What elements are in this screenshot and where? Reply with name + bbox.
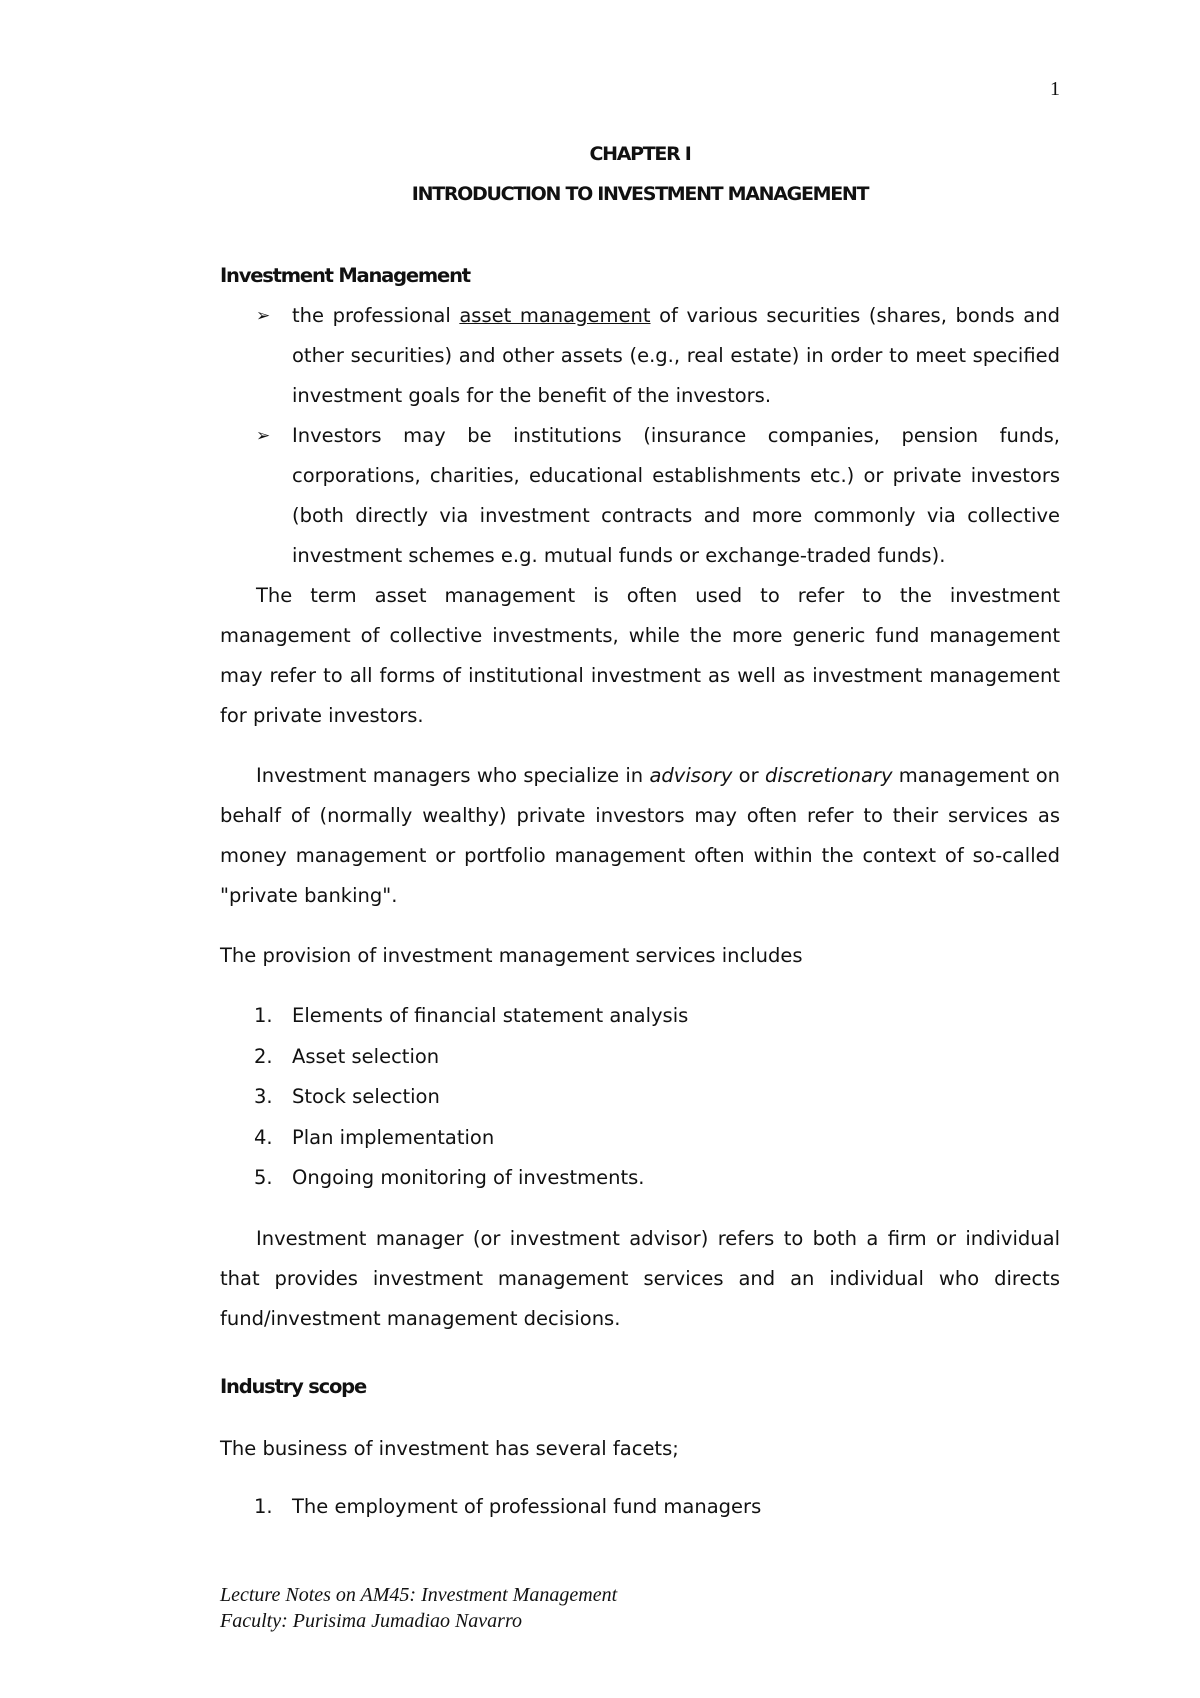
bullet-text: Investors may be institutions (insurance companies, pension funds, corporations, charities, educational establishments etc.) or private investors (both directly via investment contracts and more commonly via collective investment schemes e.g. mutual funds or exchange-traded funds). — [292, 424, 1060, 567]
list-number: 5. — [254, 1166, 273, 1189]
paragraph-asset-management: The term asset management is often used to refer to the investment management of collective investments, while the more generic fund management may refer to all forms of institutional investment as well as investment management for private investors. — [220, 584, 1060, 727]
services-numbered-list — [220, 996, 1060, 1199]
emphasis-advisory: advisory — [649, 764, 733, 787]
list-item — [220, 1077, 1060, 1118]
section-heading-industry-scope: Industry scope — [220, 1374, 366, 1398]
list-intro: The provision of investment management services includes — [220, 944, 803, 967]
section-heading-investment-management: Investment Management — [220, 264, 470, 287]
bullet-text-before: the professional — [292, 304, 460, 327]
arrow-bullet-icon: ➢ — [256, 306, 271, 326]
para-text: management on behalf of (normally wealthy) private investors may often refer to their services as money management or portfolio management often within the context of so-called "private banking". — [220, 764, 1061, 907]
list-item-text: Elements of financial statement analysis — [292, 1004, 689, 1027]
list-item-text: Ongoing monitoring of investments. — [292, 1166, 645, 1189]
list-item — [220, 1487, 1060, 1528]
list-item — [220, 1037, 1060, 1078]
list-item-text: The employment of professional fund managers — [292, 1494, 762, 1518]
page-number: 1 — [1050, 78, 1060, 100]
list-item — [220, 1118, 1060, 1159]
chapter-title: CHAPTER I — [589, 143, 691, 165]
page-footer — [220, 1582, 617, 1634]
chapter-subtitle: INTRODUCTION TO INVESTMENT MANAGEMENT — [411, 183, 869, 205]
list-item — [220, 996, 1060, 1037]
list-item-text: Asset selection — [292, 1044, 440, 1068]
bullet-item — [220, 296, 1060, 416]
list-number: 3. — [254, 1085, 273, 1108]
list-number: 1. — [254, 1494, 273, 1518]
definition-bullet-list — [220, 296, 1060, 576]
emphasis-discretionary: discretionary — [764, 764, 893, 787]
list-item-text: Stock selection — [292, 1085, 440, 1108]
arrow-bullet-icon: ➢ — [256, 426, 271, 446]
asset-management-link[interactable]: asset management — [459, 304, 651, 327]
bullet-text-after: of various securities (shares, bonds and other securities) and other assets (e.g., real estate) in order to meet specified investment goals for the benefit of the investors. — [292, 304, 1060, 407]
page-content — [220, 142, 1060, 1527]
bullet-item — [220, 416, 1060, 576]
paragraph-investment-managers — [220, 756, 1060, 916]
footer-course-line: Lecture Notes on AM45: Investment Management — [220, 1584, 618, 1606]
list-number: 2. — [254, 1044, 273, 1068]
facets-numbered-list — [220, 1487, 1060, 1528]
industry-intro: The business of investment has several facets; — [220, 1436, 679, 1460]
para-text: Investment managers who specialize in — [256, 764, 650, 787]
footer-faculty-line: Faculty: Purisima Jumadiao Navarro — [220, 1610, 523, 1632]
list-number: 4. — [254, 1125, 273, 1149]
list-number: 1. — [254, 1004, 273, 1027]
paragraph-investment-manager: Investment manager (or investment advisor) refers to both a firm or individual that provides investment management services and an individual who directs fund/investment management decisions. — [220, 1226, 1060, 1330]
list-item-text: Plan implementation — [292, 1125, 495, 1149]
para-text: or — [732, 764, 765, 787]
list-item — [220, 1158, 1060, 1199]
